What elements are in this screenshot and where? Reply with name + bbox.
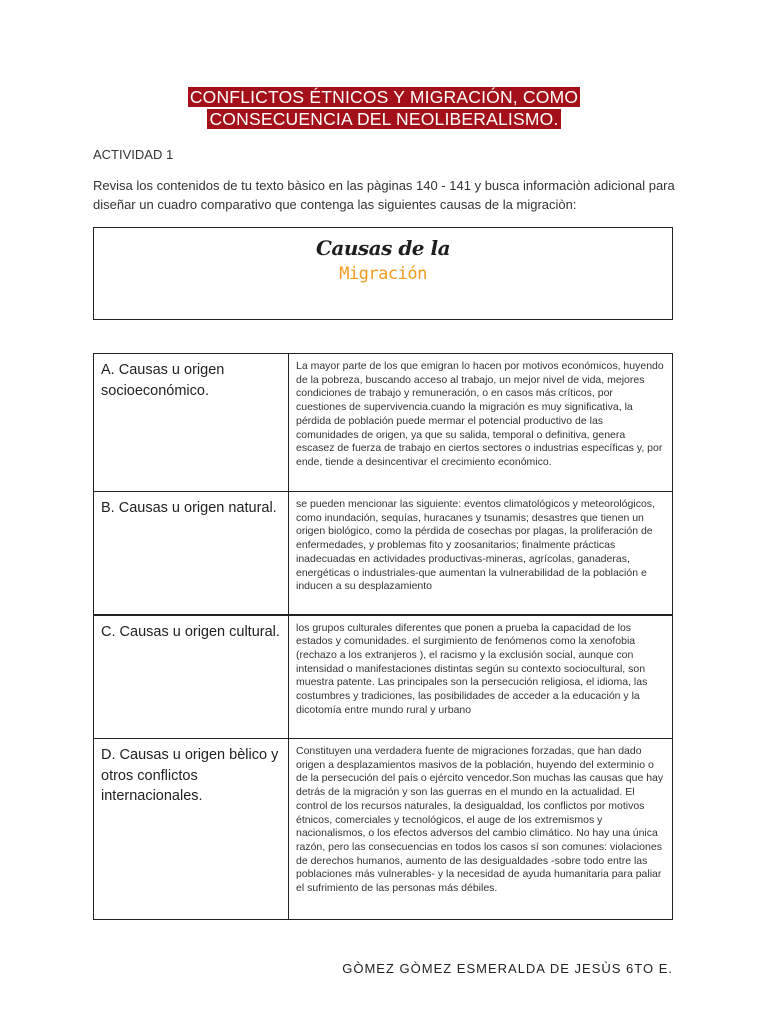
cause-label: A. Causas u origen socioeconómico. xyxy=(94,354,289,492)
table-row xyxy=(94,739,673,920)
cause-description: La mayor parte de los que emigran lo hacen por motivos económicos, huyendo de la pobreza, buscando acceso al trabajo, un mejor nivel de vida, mejores condiciones de trabajo y remuneración, o en casos más críticos, por cuestiones de supervivencia.cuando la migración es muy significativa, la pérdida de población puede mermar el potencial productivo de las comunidades de origen, ya que su salida, temporal o definitiva, genera escasez de fuerza de trabajo en ciertos sectores o industrias específicas y, por ende, tiende a desincentivar el crecimiento económico. xyxy=(289,354,673,492)
causes-heading-box xyxy=(93,227,673,320)
title-line-1: CONFLICTOS ÉTNICOS Y MIGRACIÓN, COMO xyxy=(189,87,579,107)
cause-description: se pueden mencionar las siguiente: eventos climatológicos y meteorológicos, como inundación, sequías, huracanes y tsunamis; desastres que tienen un origen biológico, como la pérdida de cosechas por plagas, la proliferación de enfermedades, y problemas fito y zoosanitarios; finalmente prácticas inadecuadas en actividades productivas-mineras, agrícolas, ganaderas, energéticas o industriales-que aumentan la vulnerabilidad de la población e inducen a su desplazamiento xyxy=(289,492,673,615)
author-signature: GÒMEZ GÒMEZ ESMERALDA DE JESÙS 6TO E. xyxy=(342,961,673,976)
cause-label: B. Causas u origen natural. xyxy=(94,492,289,615)
cause-description: los grupos culturales diferentes que ponen a prueba la capacidad de los estados y comunidades. el surgimiento de fenómenos como la xenofobia (rechazo a los extranjeros ), el racismo y la exclusión social, aunque con intensidad o manifestaciones distintas según su contexto sociocultural, son muestra patente. Las principales son la persecución religiosa, el idioma, las costumbres y tradiciones, las posibilidades de acceder a la educación y la dicotomía entre mundo rural y urbano xyxy=(289,615,673,739)
table-row xyxy=(94,354,673,492)
title-line-2: CONSECUENCIA DEL NEOLIBERALISMO. xyxy=(209,109,559,129)
comparison-table xyxy=(93,353,673,920)
document-title xyxy=(0,87,768,131)
causes-heading-line-2: Migración xyxy=(339,264,427,284)
cause-label: D. Causas u origen bèlico y otros conflictos internacionales. xyxy=(94,739,289,920)
causes-heading-line-1: Causas de la xyxy=(315,236,451,260)
cause-label: C. Causas u origen cultural. xyxy=(94,615,289,739)
activity-label: ACTIVIDAD 1 xyxy=(93,147,174,162)
cause-description: Constituyen una verdadera fuente de migraciones forzadas, que han dado origen a desplazamientos masivos de la población, huyendo del exterminio o de la persecución del país o ejército vencedor.Son muchas las causas que hay detrás de la migración y son las guerras en el mundo en la actualidad. El control de los recursos naturales, la desigualdad, los conflictos por motivos étnicos, comerciales y tecnológicos, el auge de los extremismos y nacionalismos, o los efectos adversos del cambio climático. No hay una única razón, pero las consecuencias en todos los casos sí son comunes: violaciones de derechos humanos, aumento de las desigualdades -sobre todo entre las poblaciones más vulnerables- y la necesidad de ayuda humanitaria para paliar el sufrimiento de las personas más débiles. xyxy=(289,739,673,920)
table-row xyxy=(94,492,673,615)
instructions-text: Revisa los contenidos de tu texto bàsico en las pàginas 140 - 141 y busca informaciòn adicional para diseñar un cuadro comparativo que contenga las siguientes causas de la migraciòn: xyxy=(93,178,675,212)
table-row xyxy=(94,615,673,739)
